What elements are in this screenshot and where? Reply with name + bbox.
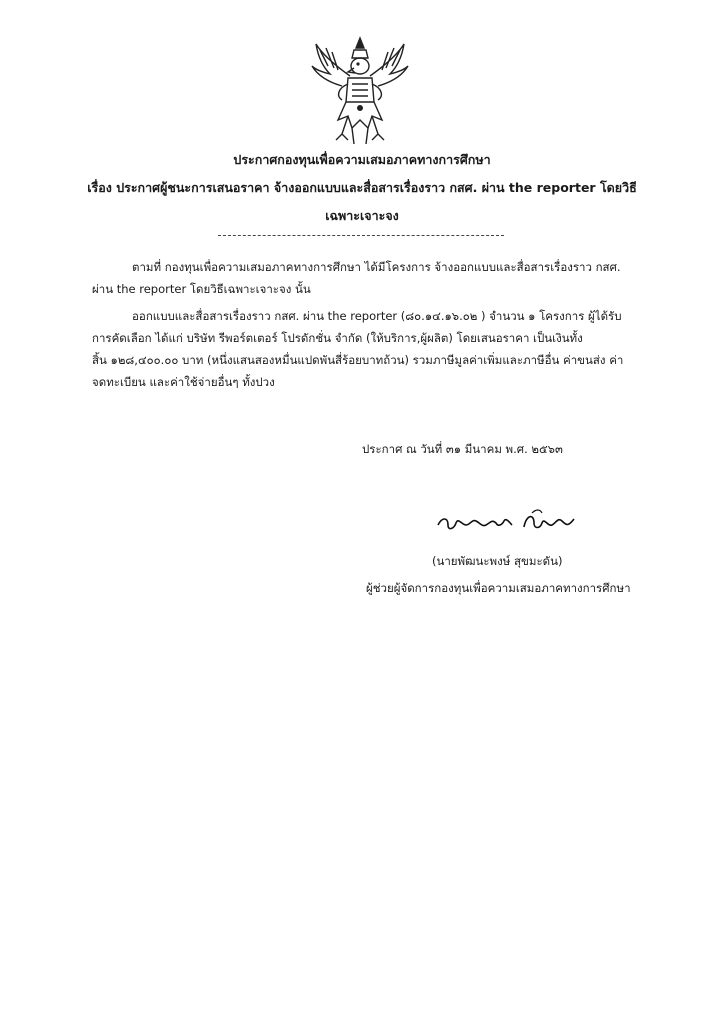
title-divider [218, 235, 504, 236]
paragraph-line: ผ่าน the reporter โดยวิธีเฉพาะเจาะจง นั้น [92, 282, 311, 296]
paragraph-award-details [92, 305, 652, 393]
paragraph-line: ตามที่ กองทุนเพื่อความเสมอภาคทางการศึกษา ได้มีโครงการ จ้างออกแบบและสื่อสารเรื่องราว กสศ. [132, 260, 621, 274]
signer-name: (นายพัฒนะพงษ์ สุขมะดัน) [432, 554, 563, 568]
paragraph-line: การคัดเลือก ได้แก่ บริษัท รีพอร์ตเตอร์ โปรดักชั่น จำกัด (ให้บริการ,ผู้ผลิต) โดยเสนอราคา เป็นเงินทั้ง [92, 331, 583, 345]
announcement-title: ประกาศกองทุนเพื่อความเสมอภาคทางการศึกษา [233, 152, 491, 167]
paragraph-line: จดทะเบียน และค่าใช้จ่ายอื่นๆ ทั้งปวง [92, 375, 275, 389]
paragraph-line: ออกแบบและสื่อสารเรื่องราว กสศ. ผ่าน the reporter (๘๐.๑๔.๑๖.๐๒ ) จำนวน ๑ โครงการ ผู้ได้รับ [132, 309, 622, 323]
paragraph-line: สิ้น ๑๒๘,๔๐๐.๐๐ บาท (หนึ่งแสนสองหมื่นแปดพันสี่ร้อยบาทถ้วน) รวมภาษีมูลค่าเพิ่มและภาษีอื่น ค่าขนส่ง ค่า [92, 353, 624, 367]
signer-position: ผู้ช่วยผู้จัดการกองทุนเพื่อความเสมอภาคทางการศึกษา [366, 581, 631, 595]
handwritten-signature-icon [432, 503, 582, 541]
subject-line-continued: เฉพาะเจาะจง [325, 208, 399, 223]
paragraph-project-intro [92, 256, 652, 300]
announcement-date: ประกาศ ณ วันที่ ๓๑ มีนาคม พ.ศ. ๒๕๖๓ [362, 442, 563, 456]
garuda-emblem-icon [308, 36, 412, 148]
subject-line: เรื่อง ประกาศผู้ชนะการเสนอราคา จ้างออกแบบและสื่อสารเรื่องราว กสศ. ผ่าน the reporter โดยวิธี [87, 180, 637, 195]
